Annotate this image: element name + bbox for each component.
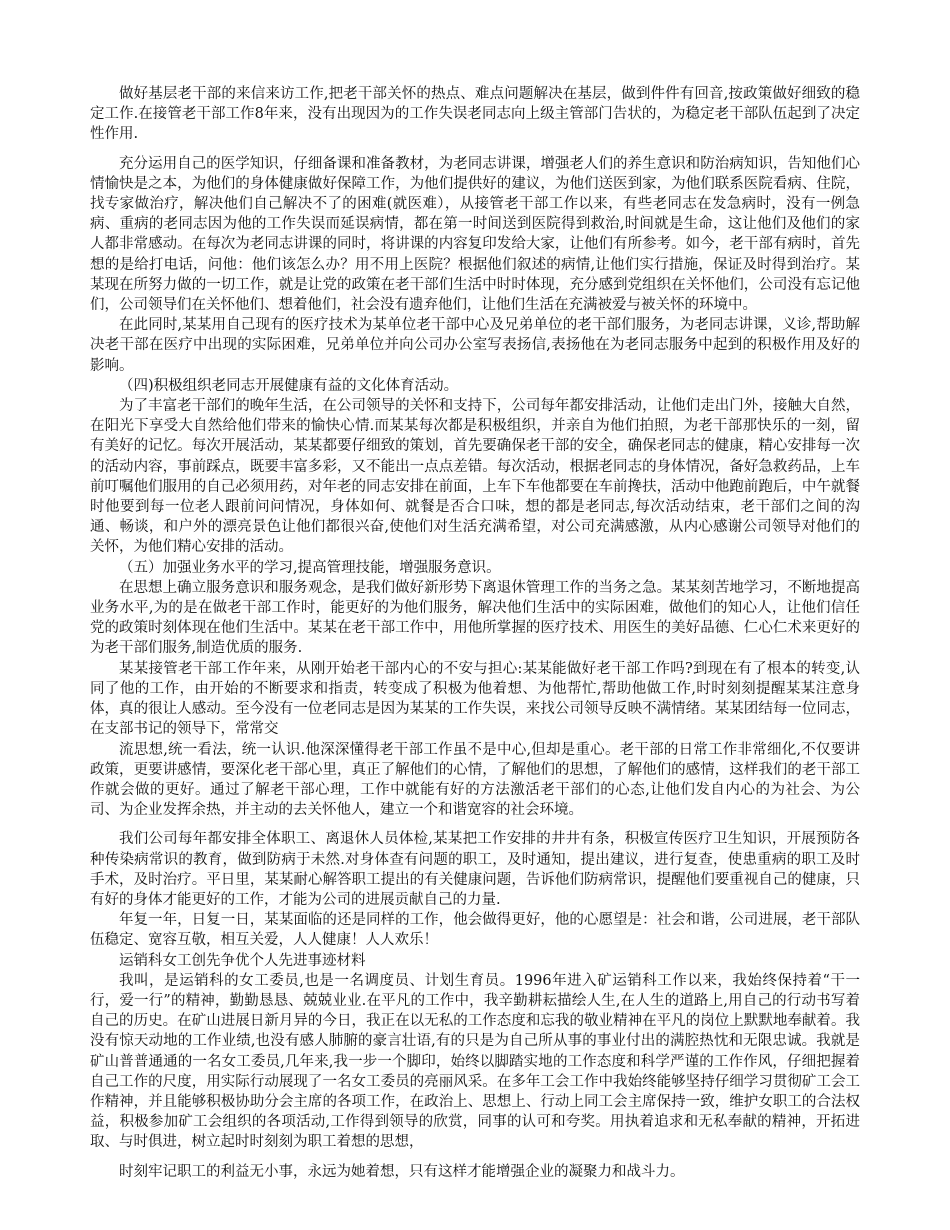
paragraph-closing: 时刻牢记职工的利益无小事，永远为她着想，只有这样才能增强企业的凝聚力和战斗力。 (119, 1163, 685, 1180)
paragraph-medical-service: 在此同时,某某用自己现有的医疗技术为某单位老干部中心及兄弟单位的老干部们服务，为老同志讲课，义诊,帮助解决老干部在医疗中出现的实际困难，兄弟单位并向公司办公室写表扬信,表扬他在为老同志服务中起到的积极作用及好的影响。 (90, 317, 860, 374)
second-article-title: 运销科女工创先争优个人先进事迹材料 (119, 952, 366, 969)
paragraph-gap (90, 820, 860, 829)
paragraph-wishes: 年复一年，日复一日，某某面临的还是同样的工作，他会做得更好，他的心愿望是：社会和谐，公司进展，老干部队伍稳定、宽容互敬，相互关爱，人人健康！人人欢乐！ (90, 912, 860, 949)
paragraph-communication: 流思想,统一看法，统一认识.他深深懂得老干部工作虽不是中心,但却是重心。老干部的日常工作非常细化,不仅要讲政策，更要讲感情，要深化老干部心里，真正了解他们的心情，了解他们的思想，了解他们的感情，这样我们的老干部工作就会做的更好。通过了解老干部心理，工作中就能有好的方法激活老干部们的心态,让他们发自内心的为社会、为公司、为企业发挥余热，并主动的去关怀他人，建立一个和谐宽容的社会环境。 (90, 741, 860, 819)
section-heading-four: （四)积极组织老同志开展健康有益的文化体育活动。 (119, 377, 459, 394)
document-page (90, 84, 860, 1182)
section-heading-five: （五）加强业务水平的学习,提高管理技能，增强服务意识。 (119, 559, 501, 576)
paragraph-health-checkups: 我们公司每年都安排全体职工、离退休人员体检,某某把工作安排的井井有条，积极宣传医疗卫生知识，开展预防各种传染病常识的教育，做到防病于未然.对身体查有问题的职工，及时通知，提出建议，进行复查，使患重病的职工及时手术，及时治疗。平日里，某某耐心解答职工提出的有关健康问题，告诉他们防病常识，提醒他们要重视自己的健康，只有好的身体才能更好的工作，才能为公司的进展贡献自己的力量. (90, 831, 860, 908)
paragraph-gap (90, 145, 860, 154)
paragraph-letters-visits: 做好基层老干部的来信来访工作,把老干部关怀的热点、难点问题解决在基层，做到件件有回音,按政策做好细致的稳定工作.在接管老干部工作8年来，没有出现因为的工作失误老同志向上级主管部门告状的，为稳定老干部队伍起到了决定性作用. (90, 86, 860, 143)
paragraph-cultural-activities: 为了丰富老干部们的晚年生活，在公司领导的关怀和支持下，公司每年都安排活动，让他们走出门外，接触大自然，在阳光下享受大自然给他们带来的愉快心情.而某某每次都是积极组织，并亲自为他们拍照，为老干部那快乐的一刻，留有美好的记忆。每次开展活动，某某都要仔细致的策划，首先要确保老干部的安全，确保老同志的健康，精心安排每一次的活动内容，事前踩点，既要丰富多彩，又不能出一点点差错。每次活动，根据老同志的身体情况，备好急救药品，上车前叮嘱他们服用的自己必须用药，对年老的同志安排在前面，上车下车他都要在车前搀扶，活动中他跑前跑后，中午就餐时他要到每一位老人跟前问问情况，身体如何、就餐是否合口味，想的都是老同志,每次活动结束，老干部们之间的沟通、畅谈，和户外的漂亮景色让他们都很兴奋,使他们对生活充满希望，对公司充满感激，从内心感谢公司领导对他们的关怀，为他们精心安排的活动。 (90, 398, 860, 556)
paragraph-gap (90, 1153, 860, 1162)
paragraph-medical-knowledge: 充分运用自己的医学知识，仔细备课和准备教材，为老同志讲课，增强老人们的养生意识和防治病知识，告知他们心情愉快是之本，为他们的身体健康做好保障工作，为他们提供好的建议，为他们送医到家，为他们联系医院看病、住院，找专家做治疗，解决他们自己解决不了的困难(就医难），从接管老干部工作以来，有些老同志在发急病时，没有一例急病、重病的老同志因为他的工作失误而延误病情，都在第一时间送到医院得到救治,时间就是生命，这让他们及他们的家人都非常感动。在每次为老同志讲课的同时，将讲课的内容复印发给大家，让他们有所参考。如今，老干部有病时，首先想的是给打电话，问他：他们该怎么办？用不用上医院？根据他们叙述的病情,让他们实行措施，保证及时得到治疗。某某现在所努力做的一切工作，就是让党的政策在老干部们生活中时时体现，充分感到党组织在关怀他们，公司没有忘记他们，公司领导们在关怀他们、想着他们，社会没有遗弃他们，让他们生活在充满被爱与被关怀的环境中。 (90, 155, 860, 314)
paragraph-service-awareness: 在思想上确立服务意识和服务观念，是我们做好新形势下离退休管理工作的当务之急。某某刻苦地学习，不断地提高业务水平,为的是在做老干部工作时，能更好的为他们服务，解决他们生活中的实际困难，做他们的知心人，让他们信任党的政策时刻体现在他们生活中。某某在老干部工作中，用他所掌握的医疗技术、用医生的美好品德、仁心仁术来更好的为老干部们服务,制造优质的服务. (90, 579, 860, 657)
paragraph-work-transformation: 某某接管老干部工作年来，从刚开始老干部内心的不安与担心:某某能做好老干部工作吗?到现在有了根本的转变,认同了他的工作，由开始的不断要求和指责，转变成了积极为他着想、为他帮忙,帮助他做工作,时时刻刻提醒某某注意身体，真的很让人感动。至今没有一位老同志是因为某某的工作失误，来找公司领导反映不满情绪。某某团结每一位同志，在支部书记的领导下，常常交 (90, 660, 860, 738)
paragraph-introduction: 我叫，是运销科的女工委员,也是一名调度员、计划生育员。1996年进入矿运销科工作以来，我始终保持着“干一行，爱一行”的精神，勤勤恳恳、兢兢业业.在平凡的工作中，我辛勤耕耘描绘人生,在人生的道路上,用自己的行动书写着自己的历史。在矿山进展日新月异的今日，我正在以无私的工作态度和忘我的敬业精神在平凡的岗位上默默地奉献着。我没有惊天动地的工作业绩,也没有感人肺腑的豪言壮语,有的只是为自己所从事的事业付出的满腔热忱和无限忠诚。我就是矿山普普通通的一名女工委员,几年来,我一步一个脚印，始终以脚踏实地的工作态度和科学严谨的工作作风，仔细把握着自己工作的尺度，用实际行动展现了一名女工委员的亮丽风采。在多年工会工作中我始终能够坚持仔细学习贯彻矿工会工作精神，并且能够积极协助分会主席的各项工作，在政治上、思想上、行动上同工会主席保持一致，维护女职工的合法权益，积极参加矿工会组织的各项活动,工作得到领导的欣赏，同事的认可和夸奖。用执着追求和无私奉献的精神，开拓进取、与时俱进，树立起时时刻刻为职工着想的思想， (90, 972, 860, 1151)
